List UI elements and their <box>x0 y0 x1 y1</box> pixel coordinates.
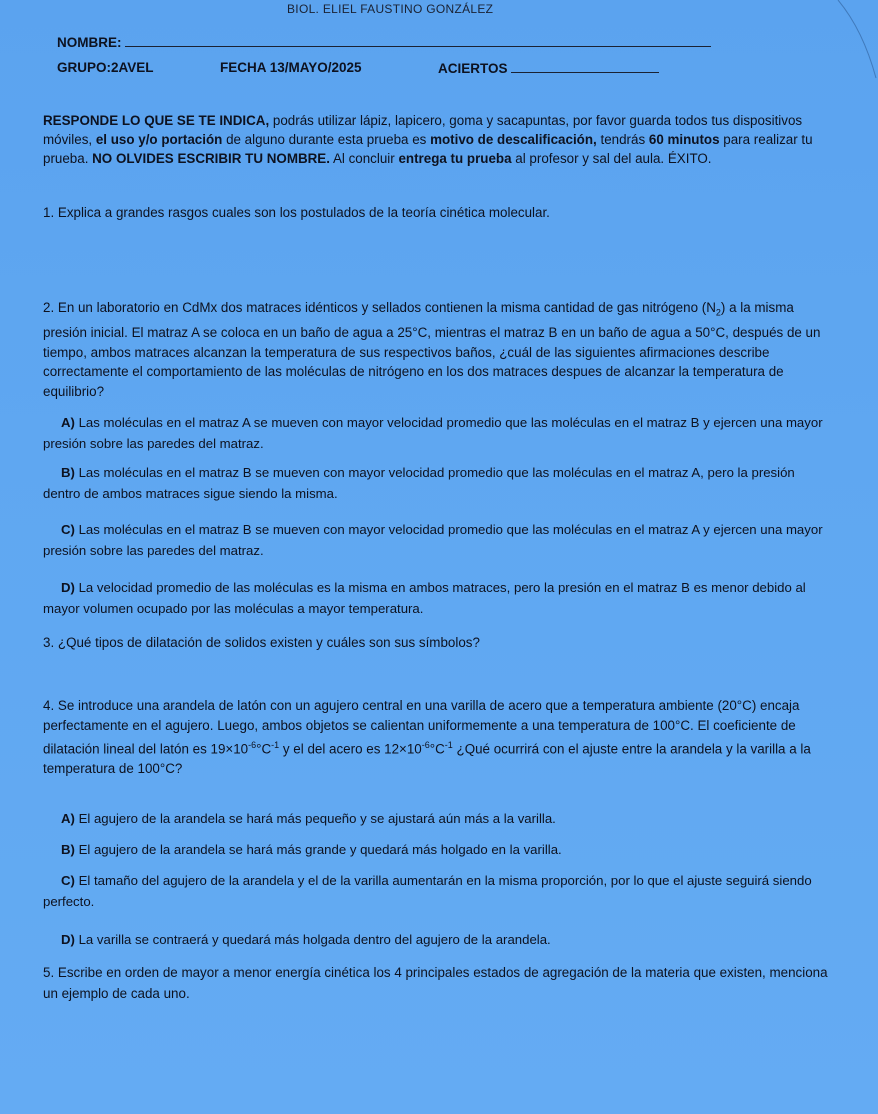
q2-option-a[interactable]: A) Las moléculas en el matraz A se mueven con mayor velocidad promedio que las moléculas en el matraz B y ejercen una mayor presión sobre las paredes del matraz. <box>43 415 823 451</box>
q4-option-c[interactable]: C) El tamaño del agujero de la arandela y el de la varilla aumentarán en la misma proporción, por lo que el ajuste seguirá siendo perfecto. <box>43 873 812 909</box>
q4-option-b[interactable]: B) El agujero de la arandela se hará más grande y quedará más holgado en la varilla. <box>61 842 562 857</box>
name-blank[interactable] <box>125 34 711 47</box>
q2-option-c[interactable]: C) Las moléculas en el matraz B se mueven con mayor velocidad promedio que las moléculas en el matraz A y ejercen una mayor presión sobre las paredes del matraz. <box>43 522 823 558</box>
q2-option-d[interactable]: D) La velocidad promedio de las moléculas es la misma en ambos matraces, pero la presión en el matraz B es menor debido al mayor volumen ocupado por las moléculas a mayor temperatura. <box>43 580 806 616</box>
score-blank[interactable] <box>511 60 659 73</box>
question-3: 3. ¿Qué tipos de dilatación de solidos existen y cuáles son sus símbolos? <box>43 635 480 650</box>
question-1: 1. Explica a grandes rasgos cuales son los postulados de la teoría cinética molecular. <box>43 205 550 220</box>
question-5: 5. Escribe en orden de mayor a menor energía cinética los 4 principales estados de agregación de la materia que existen, menciona un ejemplo de cada uno. <box>43 965 828 1001</box>
teacher-name: BIOL. ELIEL FAUSTINO GONZÁLEZ <box>287 2 494 16</box>
score-label: ACIERTOS <box>438 61 508 76</box>
q4-option-a[interactable]: A) El agujero de la arandela se hará más pequeño y se ajustará aún más a la varilla. <box>61 811 556 826</box>
page-fold-mark <box>818 0 878 80</box>
question-4: 4. Se introduce una arandela de latón con un agujero central en una varilla de acero que a temperatura ambiente (20°C) encaja perfectamente en el agujero. Luego, ambos objetos se calientan uniformemente a una temperatura de 100°C. El coeficiente de dilatación lineal del latón es $19\times 10^{-6}^\circ C^{-1}$ y el del acero es $12\times 10^{-6}^\circ C^{-1}$ ¿Qué ocurrirá con el ajuste entre la arandela y la varilla a la temperatura de 100°C? <box>43 698 811 776</box>
date-label: FECHA 13/MAYO/2025 <box>220 60 362 75</box>
name-row <box>57 34 711 50</box>
score-row <box>438 60 659 76</box>
q2-option-b[interactable]: B) Las moléculas en el matraz B se mueven con mayor velocidad promedio que las moléculas en el matraz A, pero la presión dentro de ambos matraces sigue siendo la misma. <box>43 465 795 501</box>
name-label: NOMBRE: <box>57 35 122 50</box>
instructions: RESPONDE LO QUE SE TE INDICA, podrás utilizar lápiz, lapicero, goma y sacapuntas, por favor guarda todos tus dispositivos móviles, el uso y/o portación de alguno durante esta prueba es motivo de descalificación, tendrás 60 minutos para realizar tu prueba. NO OLVIDES ESCRIBIR TU NOMBRE. Al concluir entrega tu prueba al profesor y sal del aula. ÉXITO. <box>43 113 813 166</box>
q4-option-d[interactable]: D) La varilla se contraerá y quedará más holgada dentro del agujero de la arandela. <box>61 932 551 947</box>
group-label: GRUPO:2AVEL <box>57 60 154 75</box>
question-2: 2. En un laboratorio en CdMx dos matraces idénticos y sellados contienen la misma cantidad de gas nitrógeno $(N_2)$ a la misma presión inicial. El matraz A se coloca en un baño de agua a 25°C, mientras el matraz B en un baño de agua a 50°C, después de un tiempo, ambos matraces alcanzan la temperatura de sus respectivos baños, ¿cuál de las siguientes afirmaciones describe correctamente el comportamiento de las moléculas de nitrógeno en los dos matraces despues de alcanzar la temperatura de equilibrio? <box>43 300 821 399</box>
